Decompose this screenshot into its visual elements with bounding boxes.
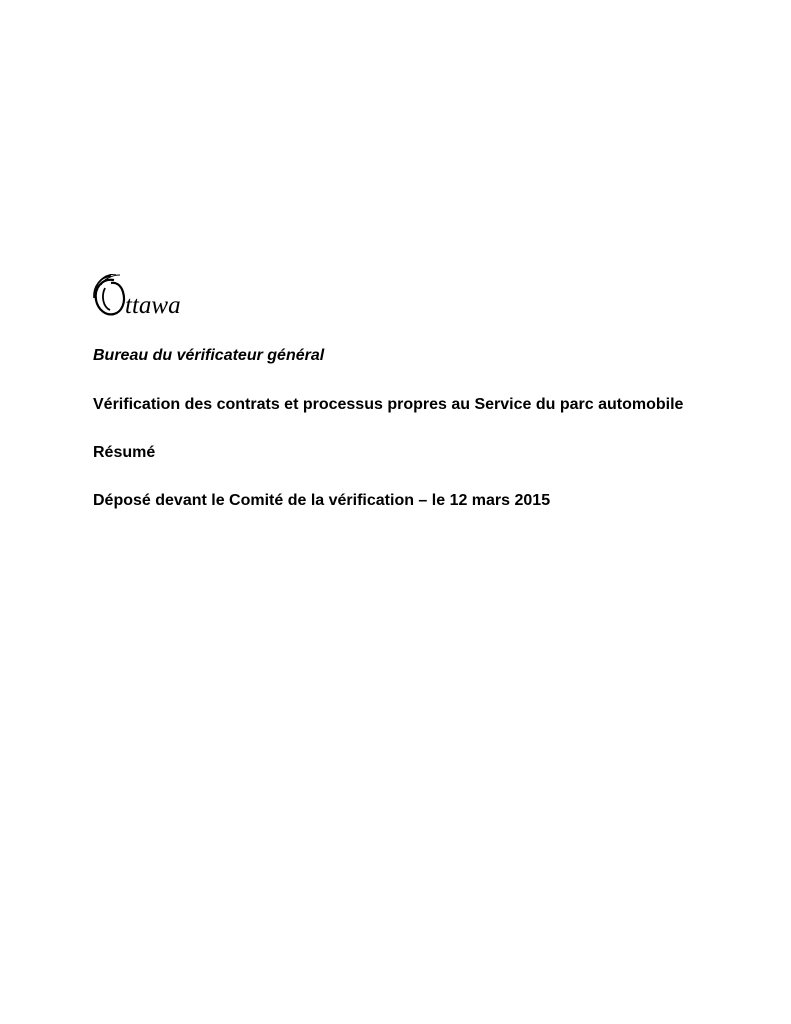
svg-text:ttawa: ttawa <box>125 292 181 319</box>
document-title: Vérification des contrats et processus propres au Service du parc automobile <box>93 396 684 413</box>
office-name: Bureau du vérificateur général <box>93 347 325 364</box>
ottawa-logo-icon <box>92 274 188 320</box>
ottawa-logo <box>92 274 188 320</box>
tabled-date-line: Déposé devant le Comité de la vérification – le 12 mars 2015 <box>93 492 551 509</box>
summary-heading: Résumé <box>93 444 156 461</box>
